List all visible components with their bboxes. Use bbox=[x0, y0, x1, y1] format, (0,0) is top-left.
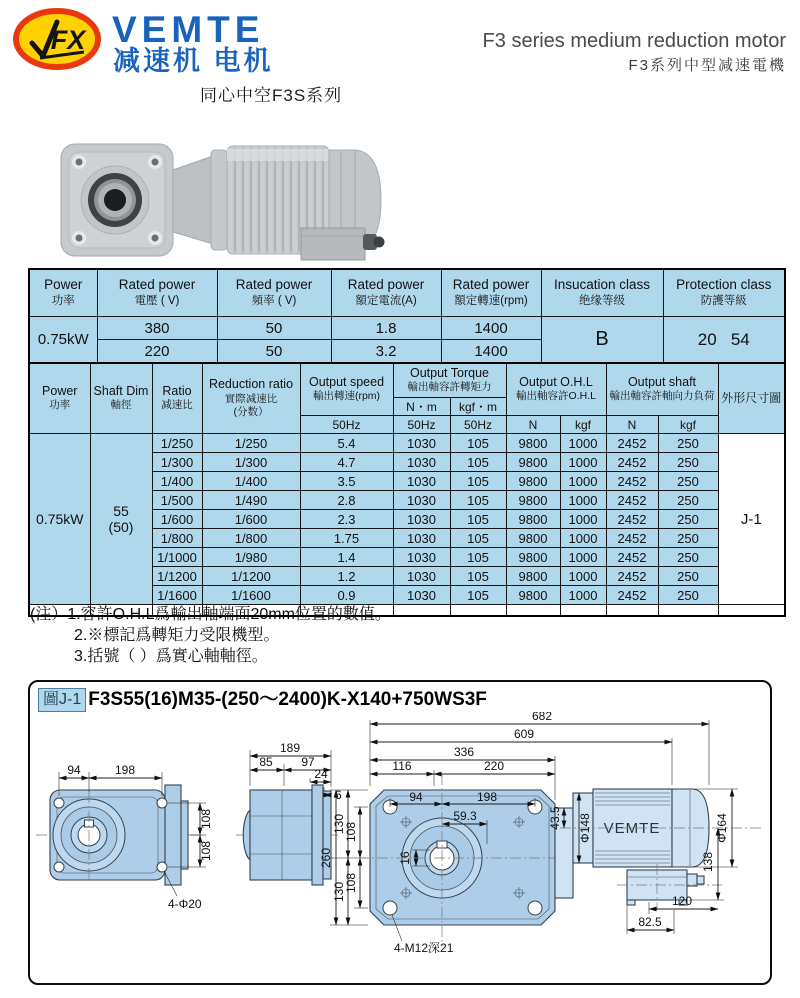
power-value: 0.75kW bbox=[29, 434, 90, 605]
dim-label: 6 bbox=[335, 788, 342, 802]
table2-header-row1 bbox=[29, 363, 785, 398]
note-line-1: (注）1.容許O.H.L爲輸出軸端面20mm位置的數值。 bbox=[30, 606, 391, 623]
dim-label: 120 bbox=[671, 894, 693, 908]
outline-ref: J-1 bbox=[718, 434, 785, 605]
empty-cell bbox=[718, 605, 785, 617]
motor-brand-label: VEMTE bbox=[603, 820, 661, 837]
dim-label: 682 bbox=[531, 712, 553, 723]
dim-label: 59.3 bbox=[453, 809, 477, 823]
model-number: F3S55(16)M35-(250～2400)K-X140+750WS3F bbox=[88, 689, 487, 710]
dim-label: 94 bbox=[409, 790, 423, 804]
voltage-value: 380 bbox=[97, 317, 217, 340]
dim-label: 116 bbox=[392, 759, 412, 773]
dim-label: 260 bbox=[319, 847, 333, 869]
page-title-zh: F3系列中型减速電機 bbox=[628, 57, 786, 74]
col-current: Rated power 額定電流(A) bbox=[331, 269, 441, 317]
note-line-3: 3.括號（ ）爲實心軸軸徑。 bbox=[74, 648, 268, 665]
dim-label: 108 bbox=[199, 808, 213, 830]
brand-logo bbox=[10, 5, 106, 78]
bolt-hole bbox=[383, 901, 397, 915]
table-row: 1/1200 1/1200 1.2 1030 105 9800 1000 2452 250 bbox=[29, 567, 785, 586]
motor-side-view bbox=[555, 789, 764, 910]
dim-label: 82.5 bbox=[638, 915, 662, 929]
bolt-hole bbox=[54, 862, 64, 872]
frequency-value: 50 bbox=[217, 317, 331, 340]
ratio-spec-table bbox=[28, 362, 786, 617]
power-value: 0.75kW bbox=[29, 317, 97, 364]
col-shaft-dim: Shaft Dim 軸徑 bbox=[90, 363, 152, 434]
tap-callout: 4-M12深21 bbox=[394, 941, 454, 955]
table-row: 1/400 1/400 3.5 1030 105 9800 1000 2452 250 bbox=[29, 472, 785, 491]
speed-hz-header: 50Hz bbox=[300, 416, 393, 434]
dim-label: 609 bbox=[513, 727, 535, 741]
empty-cell bbox=[658, 605, 718, 617]
bolt-hole bbox=[528, 901, 542, 915]
table-row: 1/800 1/800 1.75 1030 105 9800 1000 2452 250 bbox=[29, 529, 785, 548]
right-view bbox=[319, 712, 764, 955]
empty-cell bbox=[606, 605, 658, 617]
dim-label: Φ148 bbox=[578, 813, 592, 843]
current-value: 3.2 bbox=[331, 340, 441, 364]
dim-label: 108 bbox=[344, 872, 358, 894]
col-frequency: Rated power 頻率 ( V) bbox=[217, 269, 331, 317]
series-label: 同心中空F3S系列 bbox=[200, 86, 343, 105]
torque-nm-header: N・m bbox=[393, 398, 450, 416]
ohl-kgf-header: kgf bbox=[560, 416, 606, 434]
col-output-ohl: Output O.H.L 輸出軸容許O.H.L bbox=[506, 363, 606, 416]
bolt-hole bbox=[157, 862, 167, 872]
table-row: 0.75kW 55 (50) 1/250 1/250 5.4 1030 105 9800 1000 2452 250 J-1 bbox=[29, 434, 785, 453]
torque-hz-header: 50Hz bbox=[450, 416, 506, 434]
torque-kgfm-header: kgf・m bbox=[450, 398, 506, 416]
logo-wordmark: VEMTE bbox=[112, 9, 265, 50]
table-row: 1/500 1/490 2.8 1030 105 9800 1000 2452 250 bbox=[29, 491, 785, 510]
rated-power-table bbox=[28, 268, 786, 364]
dim-label: 16 bbox=[398, 851, 412, 865]
dim-label: 108 bbox=[199, 840, 213, 862]
notes-block bbox=[30, 604, 590, 667]
col-voltage: Rated power 電壓 ( V) bbox=[97, 269, 217, 317]
dim-label: 198 bbox=[476, 790, 498, 804]
dim-label: 85 bbox=[259, 755, 273, 769]
col-protection: Protection class 防護等級 bbox=[663, 269, 785, 317]
gearmotor-photo-icon bbox=[55, 136, 385, 264]
current-value: 1.8 bbox=[331, 317, 441, 340]
bolt-hole bbox=[54, 798, 64, 808]
col-power: Power 功率 bbox=[29, 363, 90, 434]
dim-label: 130 bbox=[332, 813, 346, 835]
torque-hz-header: 50Hz bbox=[393, 416, 450, 434]
dim-label: 43.5 bbox=[548, 806, 562, 830]
protection-class-value: 20 54 bbox=[663, 317, 785, 364]
table-row: 1/600 1/600 2.3 1030 105 9800 1000 2452 250 bbox=[29, 510, 785, 529]
left-view bbox=[36, 763, 213, 911]
table-row: 1/1600 1/1600 0.9 1030 105 9800 1000 2452 250 bbox=[29, 586, 785, 605]
technical-drawing bbox=[32, 712, 768, 980]
shaft-n-header: N bbox=[606, 416, 658, 434]
col-speed: Rated power 額定轉速(rpm) bbox=[441, 269, 541, 317]
voltage-value: 220 bbox=[97, 340, 217, 364]
logo-oval-icon bbox=[10, 5, 106, 73]
logo-mark: FX bbox=[50, 25, 86, 55]
speed-value: 1400 bbox=[441, 340, 541, 364]
dim-label: 108 bbox=[344, 821, 358, 843]
dim-label: 130 bbox=[332, 881, 346, 903]
insulation-class-value: B bbox=[541, 317, 663, 364]
dim-label: Φ164 bbox=[715, 813, 729, 843]
dimension-drawing-panel bbox=[28, 680, 772, 985]
dim-label: 198 bbox=[114, 763, 136, 777]
table1-header-row bbox=[29, 269, 785, 317]
holes-callout: 4-Φ20 bbox=[168, 897, 202, 911]
table-row: 1/300 1/300 4.7 1030 105 9800 1000 2452 250 bbox=[29, 453, 785, 472]
table1-row-380v bbox=[29, 317, 785, 340]
dim-label: 220 bbox=[483, 759, 505, 773]
dim-label: 189 bbox=[279, 741, 301, 755]
dim-label: 94 bbox=[67, 763, 81, 777]
cable-gland bbox=[687, 874, 697, 886]
frequency-value: 50 bbox=[217, 340, 331, 364]
col-output-shaft: Output shaft 輸出軸容許軸向力負荷 bbox=[606, 363, 718, 416]
bolt-hole bbox=[157, 798, 167, 808]
col-output-torque: Output Torque 輸出軸容許轉矩力 bbox=[393, 363, 506, 398]
col-power: Power 功率 bbox=[29, 269, 97, 317]
logo-subtitle: 减速机 电机 bbox=[113, 46, 274, 76]
col-output-speed: Output speed 輸出轉速(rpm) bbox=[300, 363, 393, 416]
table-row: 1/1000 1/980 1.4 1030 105 9800 1000 2452 250 bbox=[29, 548, 785, 567]
col-outline-drawing: 外形尺寸圖 bbox=[718, 363, 785, 434]
dim-label: 138 bbox=[701, 851, 715, 873]
note-line-2: 2.※標記爲轉矩力受限機型。 bbox=[74, 627, 280, 644]
dim-label: 336 bbox=[453, 745, 475, 759]
shaft-dim-value: 55 (50) bbox=[90, 434, 152, 605]
col-reduction-ratio: Reduction ratio 實際减速比 (分数） bbox=[202, 363, 300, 434]
figure-tag: 圖J-1 bbox=[38, 688, 86, 712]
speed-value: 1400 bbox=[441, 317, 541, 340]
dim-label: 97 bbox=[301, 755, 315, 769]
col-ratio: Ratio 减速比 bbox=[152, 363, 202, 434]
drawing-title bbox=[38, 688, 487, 712]
col-insulation: Insucation class 绝缘等级 bbox=[541, 269, 663, 317]
shaft-kgf-header: kgf bbox=[658, 416, 718, 434]
page-title-en: F3 series medium reduction motor bbox=[482, 30, 786, 52]
dim-label: 24 bbox=[314, 767, 328, 781]
ohl-n-header: N bbox=[506, 416, 560, 434]
product-photo bbox=[55, 136, 385, 269]
